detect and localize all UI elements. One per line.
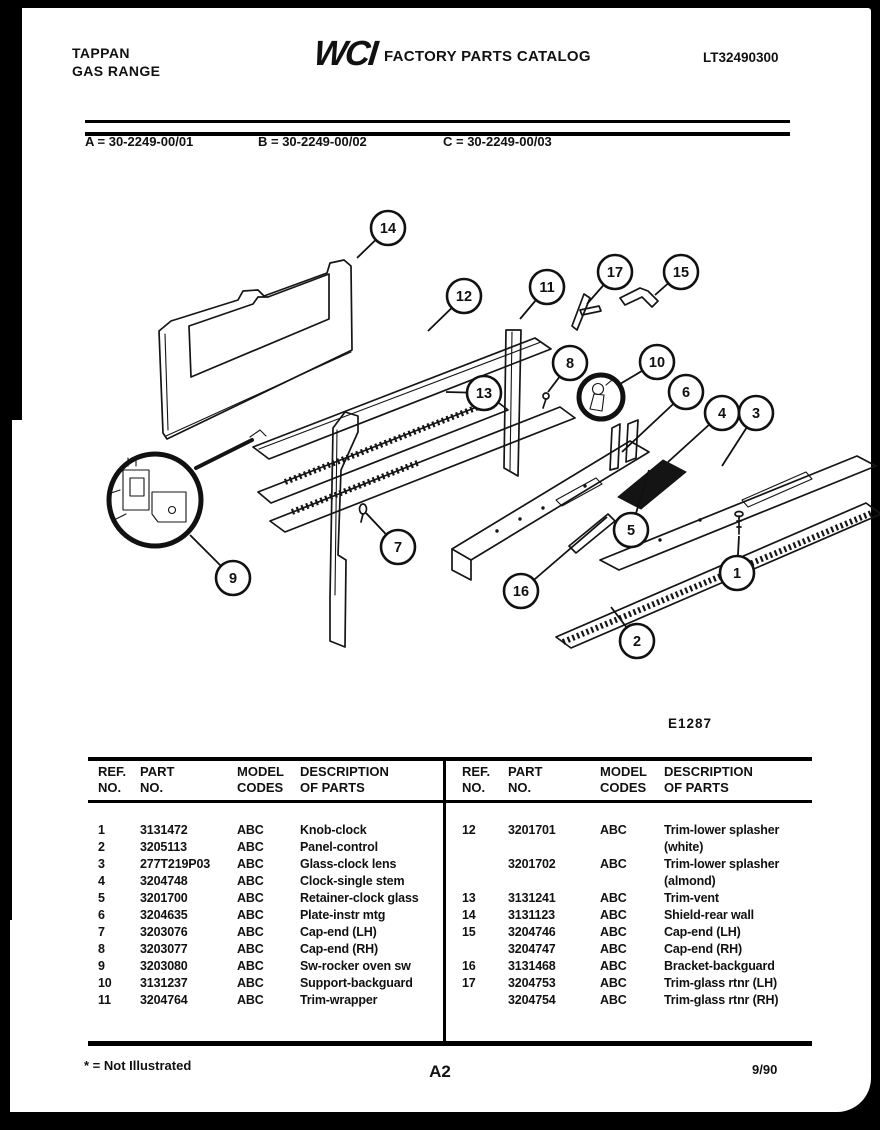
right-row-2-ref	[462, 856, 508, 873]
right-row-2-desc: Trim-lower splasher (almond)	[664, 857, 780, 888]
brand-name: TAPPAN	[72, 45, 130, 61]
table-top-border	[88, 757, 812, 761]
left-row-4-part: 3204748	[140, 874, 188, 888]
column-header-3: DESCRIPTION OF PARTS	[664, 764, 753, 795]
right-row-7-part: 3131468	[508, 959, 556, 973]
left-row-2-ref: 2	[98, 840, 105, 854]
date-code: 9/90	[752, 1062, 778, 1077]
callout-balloon-14	[357, 211, 405, 258]
right-row-4-codes: ABC	[600, 908, 627, 922]
right-row-2-part: 3201702	[508, 857, 556, 871]
backguard-trim	[250, 407, 575, 532]
callout-balloon-12	[428, 279, 481, 331]
right-row-7-codes: ABC	[600, 959, 627, 973]
left-row-10-part: 3131237	[140, 976, 188, 990]
table-header-rule	[88, 800, 812, 803]
clock-display	[610, 420, 686, 509]
svg-text:2: 2	[632, 634, 642, 650]
right-row-8-codes: ABC	[600, 976, 627, 990]
left-row-7-part: 3203076	[140, 925, 188, 939]
left-row-8-desc: Cap-end (RH)	[300, 942, 379, 956]
callout-balloon-7	[366, 513, 415, 564]
column-header-2: MODEL CODES	[237, 764, 284, 795]
right-row-4-desc: Shield-rear wall	[664, 908, 754, 922]
svg-text:4: 4	[717, 406, 727, 422]
left-row-7-ref: 7	[98, 925, 105, 939]
left-row-3-desc: Glass-clock lens	[300, 857, 397, 871]
left-row-10-ref: 10	[98, 976, 112, 990]
right-row-6-part: 3204747	[508, 942, 556, 956]
left-row-7-codes: ABC	[237, 925, 264, 939]
right-row-1-desc: Trim-lower splasher (white)	[664, 823, 780, 854]
left-row-5-desc: Retainer-clock glass	[300, 891, 419, 905]
left-row-6-ref: 6	[98, 908, 105, 922]
left-row-1-codes: ABC	[237, 823, 264, 837]
right-row-1-codes: ABC	[600, 823, 627, 837]
left-row-4-codes: ABC	[237, 874, 264, 888]
left-row-6-part: 3204635	[140, 908, 188, 922]
column-header-0: REF. NO.	[98, 764, 127, 795]
left-row-11-codes: ABC	[237, 993, 264, 1007]
left-row-11-ref: 11	[98, 993, 111, 1007]
figure-code: E1287	[668, 716, 713, 731]
left-row-9-ref: 9	[98, 959, 105, 973]
left-row-2-codes: ABC	[237, 840, 264, 854]
table-bottom-border	[88, 1041, 812, 1046]
right-row-7-ref: 16	[462, 959, 476, 973]
left-row-6-codes: ABC	[237, 908, 264, 922]
left-row-11-desc: Trim-wrapper	[300, 993, 378, 1007]
column-header-2: MODEL CODES	[600, 764, 647, 795]
right-row-9-ref	[462, 992, 508, 1009]
center-support	[504, 330, 521, 476]
instrument-panel	[452, 441, 649, 580]
right-row-8-part: 3204753	[508, 976, 556, 990]
right-row-8-desc: Trim-glass rtnr (LH)	[664, 976, 777, 990]
left-row-4-desc: Clock-single stem	[300, 874, 405, 888]
svg-text:8: 8	[565, 356, 575, 372]
svg-text:7: 7	[393, 540, 403, 556]
right-row-4-ref: 14	[462, 908, 476, 922]
svg-text:6: 6	[681, 385, 691, 401]
left-row-5-codes: ABC	[237, 891, 264, 905]
left-row-6-desc: Plate-instr mtg	[300, 908, 386, 922]
right-row-6-codes: ABC	[600, 942, 627, 956]
rear-wall-shield	[159, 260, 352, 439]
right-row-1-part: 3201701	[508, 823, 556, 837]
callout-balloon-13	[446, 376, 501, 410]
right-row-5-codes: ABC	[600, 925, 627, 939]
screw-cap-end	[543, 393, 549, 408]
right-row-9-part: 3204754	[508, 993, 556, 1007]
right-row-9-codes: ABC	[600, 993, 627, 1007]
vent-trim	[258, 400, 508, 503]
left-row-1-desc: Knob-clock	[300, 823, 367, 837]
left-row-9-part: 3203080	[140, 959, 188, 973]
svg-text:12: 12	[455, 289, 473, 305]
left-row-10-codes: ABC	[237, 976, 264, 990]
end-cap-part	[620, 288, 658, 307]
model-code-c: C = 30-2249-00/03	[443, 134, 552, 149]
left-row-3-part: 277T219P03	[140, 857, 211, 871]
left-row-3-ref: 3	[98, 857, 105, 871]
model-code-a: A = 30-2249-00/01	[85, 134, 194, 149]
table-header-right	[462, 764, 808, 796]
right-row-1-ref: 12	[462, 823, 476, 837]
right-row-6-desc: Cap-end (RH)	[664, 942, 743, 956]
left-row-3-codes: ABC	[237, 857, 264, 871]
left-row-5-part: 3201700	[140, 891, 188, 905]
left-row-2-part: 3205113	[140, 840, 187, 854]
wrapper-end-cap	[330, 412, 358, 647]
model-code-b: B = 30-2249-00/02	[258, 134, 367, 149]
left-row-11-part: 3204764	[140, 993, 188, 1007]
right-row-2-codes: ABC	[600, 857, 627, 871]
wci-logo: WCI	[312, 34, 379, 73]
svg-text:14: 14	[379, 221, 397, 237]
screw-end-cap-lh	[360, 504, 367, 522]
left-row-9-codes: ABC	[237, 959, 264, 973]
backguard-bracket	[569, 514, 615, 553]
right-row-8-ref: 17	[462, 976, 476, 990]
table-header-left	[98, 764, 438, 796]
left-row-5-ref: 5	[98, 891, 105, 905]
right-row-9-desc: Trim-glass rtnr (RH)	[664, 993, 779, 1007]
column-header-1: PART NO.	[140, 764, 175, 795]
parts-table-left	[98, 822, 438, 1009]
right-row-3-codes: ABC	[600, 891, 627, 905]
left-row-7-desc: Cap-end (LH)	[300, 925, 377, 939]
callout-balloon-1	[720, 536, 754, 590]
not-illustrated-note: * = Not Illustrated	[84, 1058, 192, 1073]
svg-text:10: 10	[648, 355, 666, 371]
clock-stem-magnifier	[579, 375, 623, 419]
right-row-5-part: 3204746	[508, 925, 556, 939]
switch-detail-magnifier	[109, 440, 252, 546]
column-header-3: DESCRIPTION OF PARTS	[300, 764, 389, 795]
right-row-4-part: 3131123	[508, 908, 555, 922]
left-row-1-ref: 1	[98, 823, 105, 837]
right-row-3-desc: Trim-vent	[664, 891, 719, 905]
column-header-1: PART NO.	[508, 764, 543, 795]
right-row-3-part: 3131241	[508, 891, 556, 905]
right-row-5-desc: Cap-end (LH)	[664, 925, 741, 939]
callout-balloon-10	[620, 345, 674, 384]
svg-text:3: 3	[751, 406, 761, 422]
svg-text:9: 9	[228, 571, 238, 587]
left-row-1-part: 3131472	[140, 823, 188, 837]
left-row-8-part: 3203077	[140, 942, 188, 956]
right-row-6-ref	[462, 941, 508, 958]
left-row-4-ref: 4	[98, 874, 105, 888]
parts-table-right	[462, 822, 808, 1009]
glass-retainer-part	[572, 294, 601, 330]
left-row-2-desc: Panel-control	[300, 840, 378, 854]
right-row-7-desc: Bracket-backguard	[664, 959, 775, 973]
callout-balloon-15	[655, 255, 698, 295]
svg-text:5: 5	[626, 523, 636, 539]
svg-text:16: 16	[512, 584, 530, 600]
svg-text:15: 15	[672, 265, 690, 281]
left-row-8-codes: ABC	[237, 942, 264, 956]
left-row-9-desc: Sw-rocker oven sw	[300, 959, 411, 973]
left-row-10-desc: Support-backguard	[300, 976, 413, 990]
svg-text:1: 1	[732, 566, 742, 582]
svg-text:13: 13	[475, 386, 493, 402]
svg-text:17: 17	[606, 265, 624, 281]
right-row-5-ref: 15	[462, 925, 476, 939]
table-center-divider	[443, 757, 446, 1046]
catalog-title: FACTORY PARTS CATALOG	[384, 48, 591, 65]
left-row-8-ref: 8	[98, 942, 105, 956]
page-code: A2	[429, 1062, 451, 1081]
brand-product: GAS RANGE	[72, 63, 161, 79]
control-panel	[556, 503, 880, 648]
callout-balloon-17	[587, 255, 632, 304]
callout-balloon-11	[520, 270, 564, 319]
callout-balloon-9	[190, 535, 250, 595]
svg-text:11: 11	[539, 280, 555, 296]
right-row-3-ref: 13	[462, 891, 476, 905]
column-header-0: REF. NO.	[462, 764, 491, 795]
document-number: LT32490300	[703, 50, 779, 65]
